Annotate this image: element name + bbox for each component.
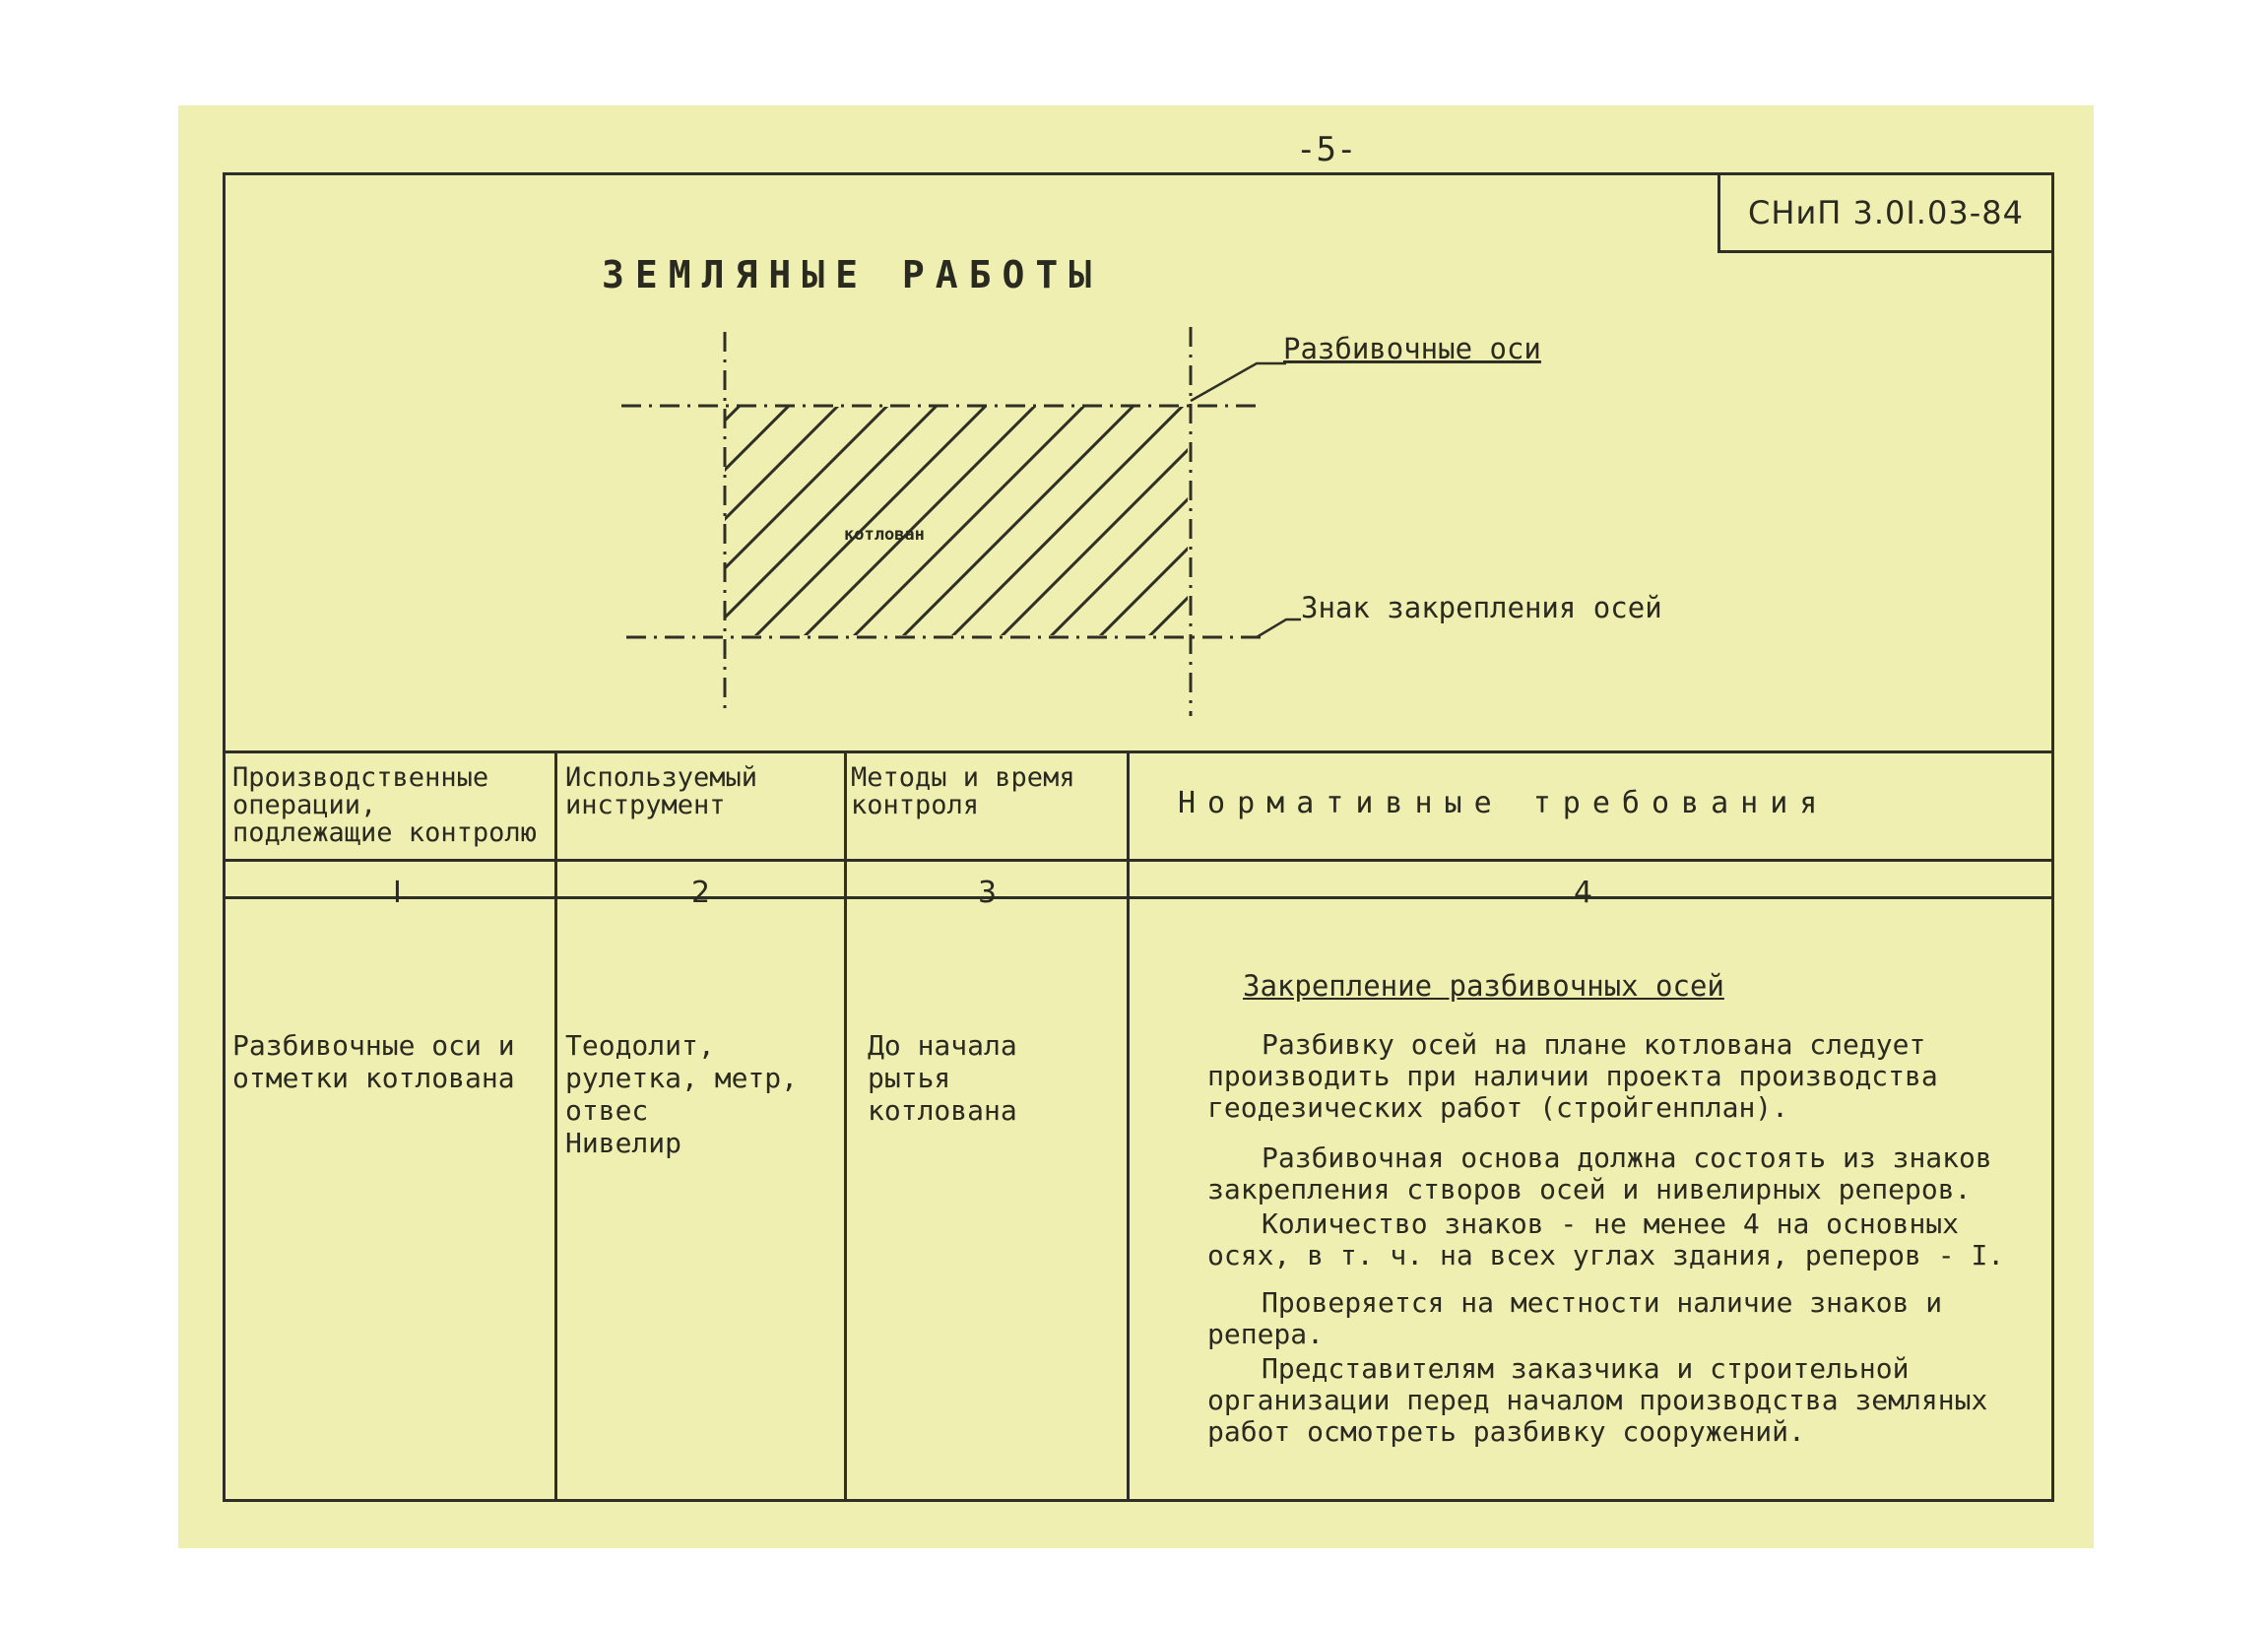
- requirement-paragraph: Проверяется на местности наличие знаков и репера.: [1207, 1286, 1943, 1350]
- column-number: I: [393, 876, 402, 910]
- header-instrument: Используемый инструмент: [565, 762, 758, 820]
- pit-label: котлован: [844, 525, 925, 545]
- instrument-line: Нивелир: [565, 1127, 682, 1159]
- header-methods: Методы и время контроля: [851, 762, 1075, 820]
- header-rule: [223, 859, 2054, 862]
- column-number: 3: [978, 876, 998, 910]
- requirement-paragraph: Представителям заказчика и строительной организации перед началом производства земляных работ осмотреть разбивку сооружений.: [1207, 1352, 1988, 1448]
- column-divider: [1127, 750, 1130, 1502]
- column-divider: [554, 750, 557, 1502]
- page-number: -5-: [1296, 130, 1357, 169]
- column-divider: [844, 750, 847, 1502]
- number-rule: [223, 896, 2054, 899]
- header-requirements: Нормативные требования: [1178, 786, 1830, 820]
- requirements-subtitle: Закрепление разбивочных осей: [1243, 969, 1724, 1003]
- control-table: [223, 750, 2054, 1502]
- document-page: [178, 105, 2094, 1548]
- section-title: ЗЕМЛЯНЫЕ РАБОТЫ: [602, 253, 1103, 296]
- requirement-paragraph: Разбивку осей на плане котлована следует производить при наличии проекта производства геодезических работ (стройгенплан).: [1207, 1028, 1938, 1124]
- column-number: 4: [1574, 876, 1593, 910]
- header-operations: Производственные операции, подлежащие контролю: [232, 762, 537, 848]
- column-number: 2: [691, 876, 711, 910]
- operation-cell: Разбивочные оси и отметки котлована: [232, 1029, 515, 1094]
- requirement-paragraph: Разбивочная основа должна состоять из знаков закрепления створов осей и нивелирных реперов.: [1207, 1141, 1992, 1205]
- instrument-cell: [565, 1029, 826, 1159]
- axes-label: Разбивочные оси: [1283, 332, 1541, 365]
- table-top-rule: [223, 750, 2054, 753]
- marker-label: Знак закрепления осей: [1301, 591, 1662, 624]
- instrument-line: Теодолит, рулетка, метр, отвес: [565, 1029, 799, 1127]
- requirement-paragraph: Количество знаков - не менее 4 на основных осях, в т. ч. на всех углах здания, реперов - I.: [1207, 1207, 2005, 1271]
- doc-code: СНиП 3.0I.03-84: [1717, 172, 2054, 253]
- method-cell: До начала рытья котлована: [868, 1029, 1017, 1127]
